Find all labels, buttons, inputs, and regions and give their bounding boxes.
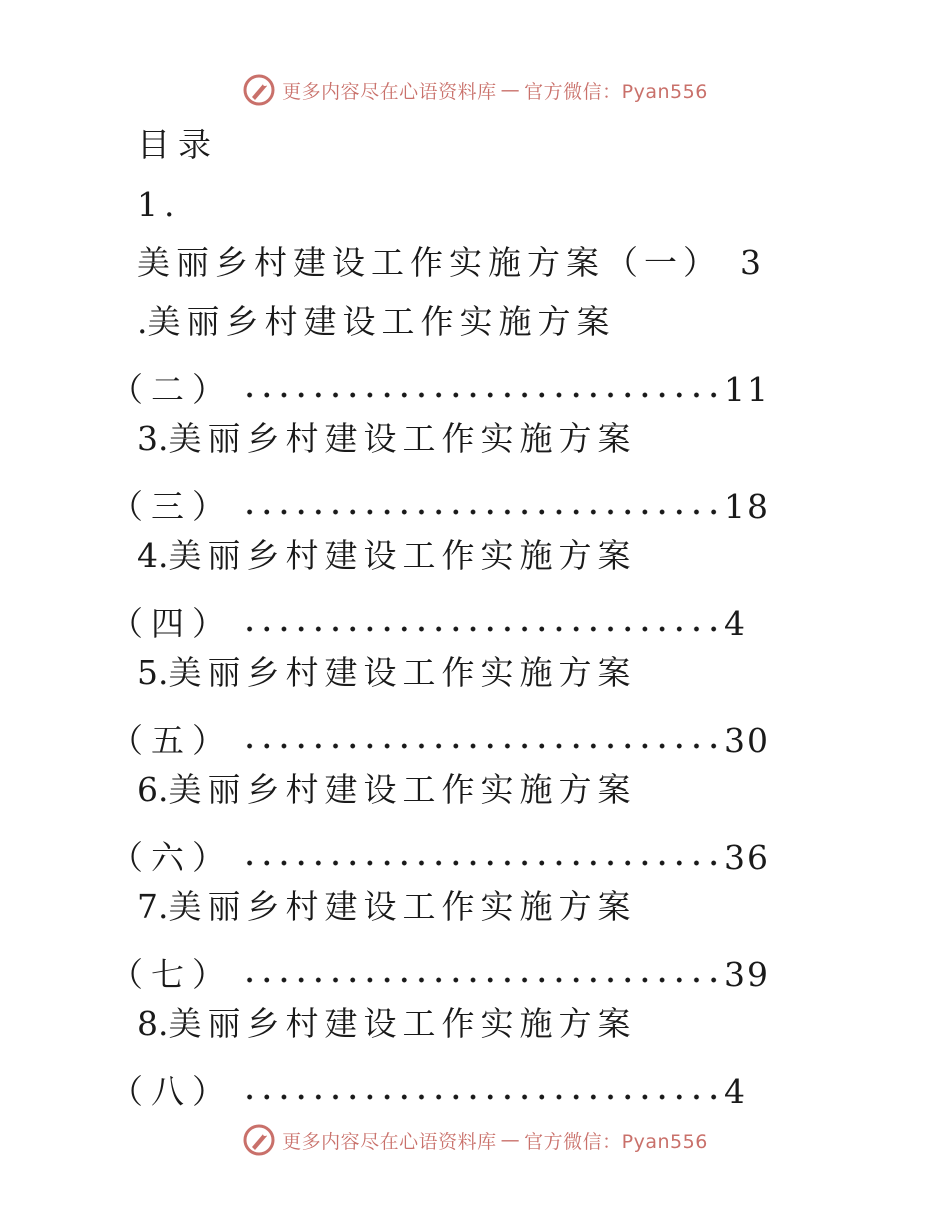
toc-entry-page: 4 [724,1071,747,1111]
toc-entry-text: 美丽乡村建设工作实施方案 [168,653,637,692]
toc-entry-number: 6. [137,770,169,809]
toc-entry-text: 美丽乡村建设工作实施方案 [168,536,637,575]
header-watermark [0,70,950,110]
toc-entry-part: （四） [110,603,233,643]
toc-entry-1 [137,243,767,283]
toc-entry-number: 4. [137,536,169,575]
toc-entry-heading [137,536,637,576]
toc-entry-leader-line [110,1063,780,1112]
toc-entry-text: 美丽乡村建设工作实施方案 [168,887,637,926]
dot-leader [241,946,718,986]
toc-entry-page: 30 [724,720,770,760]
toc-entry-part: （七） [110,954,233,994]
toc-entry-page: 4 [724,603,747,643]
toc-entry-page: 11 [724,369,770,409]
toc-entry-leader-line [110,712,780,761]
toc-entry-part: （八） [110,1071,233,1111]
toc-entry-text: 美丽乡村建设工作实施方案 [168,1004,637,1043]
pen-logo-icon [242,73,276,107]
toc-entry-leader-line [110,595,780,644]
toc-title: 目录 [137,125,219,164]
toc-entry-text: 美丽乡村建设工作实施方案（一） [137,243,722,282]
toc-entry-heading [137,419,637,459]
toc-entry-part: （三） [110,486,233,526]
toc-entry-leader-line [110,829,780,878]
toc-entry-number: 5. [137,653,169,692]
toc-entry-number: 7. [137,887,169,926]
dot-leader [241,478,718,518]
dot-leader [241,361,718,401]
pen-logo-icon [242,1123,276,1157]
footer-watermark [0,1120,950,1160]
toc-first-number: 1. [137,185,181,224]
dot-leader [241,1063,718,1103]
toc-entry-text: 美丽乡村建设工作实施方案 [168,419,637,458]
toc-entry-page: 36 [724,837,770,877]
watermark-separator: — [500,1129,521,1151]
watermark-contact: 官方微信：Pyan556 [524,1130,708,1153]
toc-entry-page: 3 [740,243,767,282]
dot-leader [241,595,718,635]
watermark-contact: 官方微信：Pyan556 [524,80,708,103]
dot-leader [241,712,718,752]
dot-leader [241,829,718,869]
toc-entry-page: 39 [724,954,770,994]
toc-entry-leader-line [110,361,780,410]
toc-entry-page: 18 [724,486,770,526]
toc-entry-heading [137,1004,637,1044]
toc-entry-heading [137,653,637,693]
toc-entry-leader-line [110,946,780,995]
toc-entry-number: . [137,302,148,341]
watermark-text: 更多内容尽在心语资料库 [282,1130,497,1153]
toc-entry-leader-line [110,478,780,527]
toc-entry-heading [137,302,616,342]
toc-entry-text: 美丽乡村建设工作实施方案 [168,770,637,809]
toc-entry-number: 8. [137,1004,169,1043]
toc-entry-number: 3. [137,419,169,458]
toc-entry-heading [137,887,637,927]
watermark-separator: — [500,79,521,101]
toc-entry-text: 美丽乡村建设工作实施方案 [147,302,616,341]
toc-entry-part: （五） [110,720,233,760]
toc-entry-part: （二） [110,369,233,409]
toc-entry-part: （六） [110,837,233,877]
toc-entry-heading [137,770,637,810]
watermark-text: 更多内容尽在心语资料库 [282,80,497,103]
